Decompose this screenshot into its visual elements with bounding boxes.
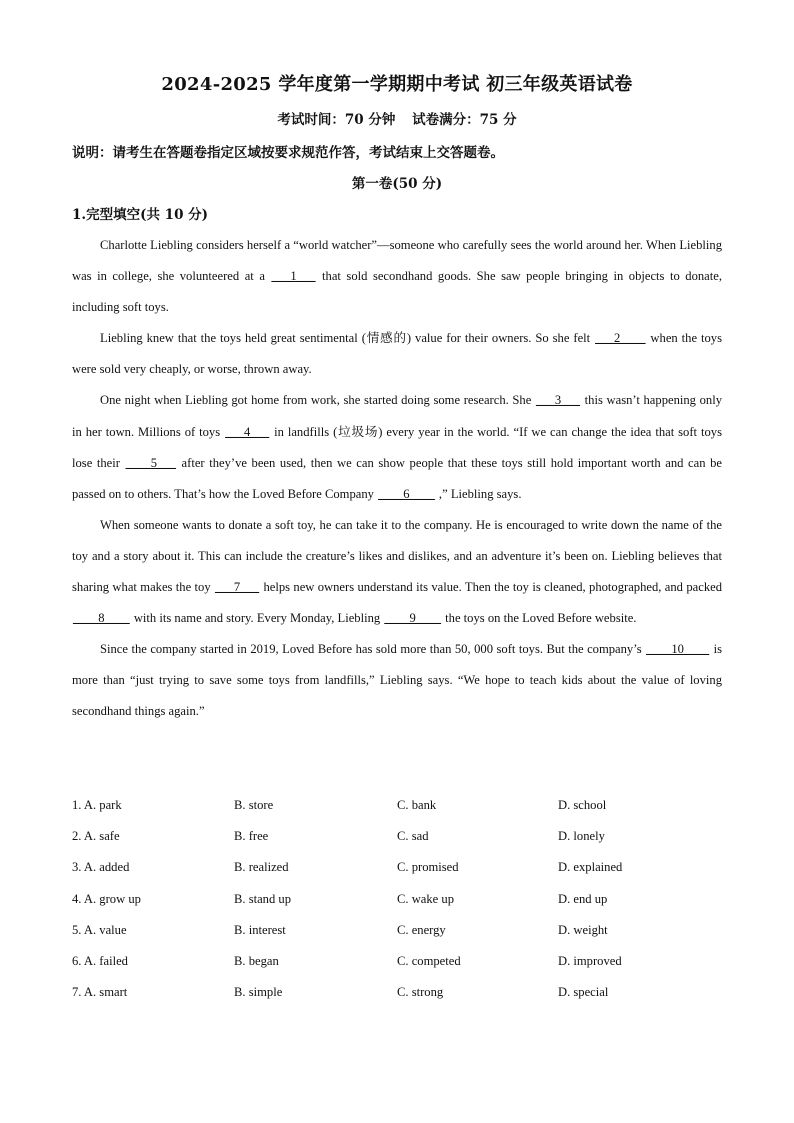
option-d: D. weight: [558, 922, 608, 937]
blank-2: ___2____: [595, 331, 646, 346]
option-a: 4. A. grow up: [72, 891, 141, 906]
paragraph-5: Since the company started in 2019, Loved Before has sold more than 50, 000 soft toys. But the company’s ____10____ is more than “just trying to save some toys from landfills,” Liebling says. “We hope to teach kids about the value of loving secondhand things again.”: [72, 642, 722, 719]
blank-6: ____6____: [378, 486, 435, 501]
blank-8: ____8____: [73, 611, 130, 626]
question-7-options: [72, 977, 722, 1008]
blank-4: ___4___: [225, 424, 270, 439]
section-heading: 1.完型填空(共 10 分): [72, 207, 209, 223]
option-d: D. improved: [558, 954, 622, 969]
option-b: B. free: [234, 829, 269, 844]
option-c: C. wake up: [397, 891, 455, 906]
exam-time: 考试时间：70 分钟: [277, 112, 396, 128]
blank-5: ____5___: [125, 455, 176, 470]
option-a: 2. A. safe: [72, 829, 120, 844]
option-b: B. interest: [234, 922, 286, 937]
exam-title: 2024-2025 学年度第一学期期中考试 初三年级英语试卷: [161, 74, 633, 95]
part-heading: 第一卷(50 分): [351, 176, 443, 192]
option-c: C. competed: [397, 954, 461, 969]
exam-info: [0, 108, 794, 128]
option-c: C. bank: [397, 798, 437, 813]
exam-score: 试卷满分：75 分: [412, 112, 517, 128]
option-c: C. energy: [397, 922, 446, 937]
question-6-options: [72, 946, 722, 977]
option-d: D. special: [558, 985, 609, 1000]
question-4-options: [72, 884, 722, 915]
blank-3: ___3___: [535, 393, 581, 408]
blank-7: ___7___: [215, 580, 260, 595]
blank-10: ____10____: [646, 642, 710, 657]
option-d: D. end up: [558, 891, 608, 906]
option-b: B. simple: [234, 985, 283, 1000]
option-c: C. strong: [397, 985, 444, 1000]
paragraph-2: Liebling knew that the toys held great sentimental (情感的) value for their owners. So she felt ___2____ when the toys were sold very cheaply, or worse, thrown away.: [72, 331, 722, 377]
paragraph-4: When someone wants to donate a soft toy, he can take it to the company. He is encouraged to write down the name of the toy and a story about it. This can include the creature’s likes and dislikes, and an adventure it’s been on. Liebling believes that sharing what makes the toy ___7___ helps new owners understand its value. Then the toy is cleaned, photographed, and packed ____8____ with its name and story. Every Monday, Liebling ____9____ the toys on the Loved Before website.: [72, 517, 722, 626]
question-2-options: [72, 821, 722, 852]
option-a: 1. A. park: [72, 798, 122, 813]
exam-instructions: 说明：请考生在答题卷指定区域按要求规范作答，考试结束上交答题卷。: [72, 145, 504, 161]
option-a: 3. A. added: [72, 860, 130, 875]
option-b: B. began: [234, 954, 279, 969]
option-c: C. sad: [397, 829, 429, 844]
option-b: B. stand up: [234, 891, 292, 906]
option-d: D. explained: [558, 860, 623, 875]
option-a: 7. A. smart: [72, 985, 128, 1000]
option-a: 6. A. failed: [72, 954, 128, 969]
paragraph-1: Charlotte Liebling considers herself a “world watcher”—someone who carefully sees the world around her. When Liebling was in college, she volunteered at a ___1___ that sold secondhand goods. She saw people bringing in objects to donate, including soft toys.: [72, 238, 722, 315]
answer-options: [72, 790, 722, 1008]
option-d: D. school: [558, 798, 607, 813]
cloze-passage: [72, 230, 722, 728]
blank-1: ___1___: [271, 269, 316, 284]
option-c: C. promised: [397, 860, 459, 875]
question-3-options: [72, 852, 722, 883]
question-5-options: [72, 915, 722, 946]
option-b: B. store: [234, 798, 274, 813]
blank-9: ____9____: [384, 611, 441, 626]
option-b: B. realized: [234, 860, 289, 875]
option-d: D. lonely: [558, 829, 605, 844]
option-a: 5. A. value: [72, 922, 127, 937]
question-1-options: [72, 790, 722, 821]
paragraph-3: One night when Liebling got home from work, she started doing some research. She ___3___ this wasn’t happening only in her town. Millions of toys ___4___ in landfills (垃圾场) every year in the world. “If we can change the idea that soft toys lose their ____5___ after they’ve been used, then we can show people that these toys still hold important worth and can be passed on to others. That’s how the Loved Before Company ____6____ ,” Liebling says.: [72, 393, 722, 501]
